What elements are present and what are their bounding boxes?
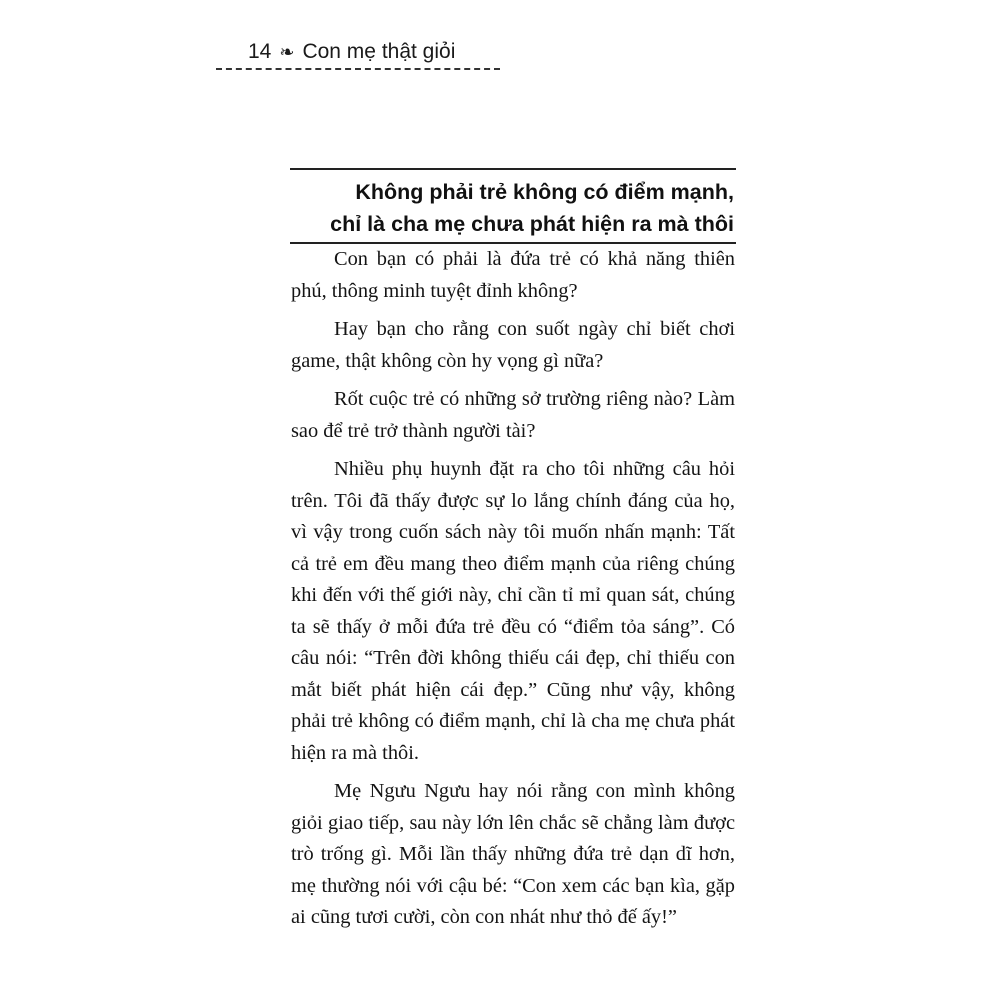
page-number: 14	[248, 40, 272, 63]
book-title: Con mẹ thật giỏi	[302, 40, 456, 63]
section-heading	[290, 168, 736, 244]
body-text	[291, 244, 735, 941]
paragraph: Con bạn có phải là đứa trẻ có khả năng thiên phú, thông minh tuyệt đỉnh không?	[291, 248, 735, 302]
header-divider	[216, 68, 500, 70]
heading-line-1: Không phải trẻ không có điểm mạnh,	[355, 180, 734, 204]
paragraph: Hay bạn cho rằng con suốt ngày chỉ biết chơi game, thật không còn hy vọng gì nữa?	[291, 318, 735, 372]
paragraph: Rốt cuộc trẻ có những sở trường riêng nào? Làm sao để trẻ trở thành người tài?	[291, 388, 735, 442]
heading-line-2: chỉ là cha mẹ chưa phát hiện ra mà thôi	[330, 212, 734, 236]
running-header	[248, 40, 455, 64]
paragraph: Nhiều phụ huynh đặt ra cho tôi những câu hỏi trên. Tôi đã thấy được sự lo lắng chính đáng của họ, vì vậy trong cuốn sách này tôi muốn nhấn mạnh: Tất cả trẻ em đều mang theo điểm mạnh của riêng chúng khi đến với thế giới này, chỉ cần tỉ mỉ quan sát, chúng ta sẽ thấy ở mỗi đứa trẻ đều có “điểm tỏa sáng”. Có câu nói: “Trên đời không thiếu cái đẹp, chỉ thiếu con mắt biết phát hiện cái đẹp.” Cũng như vậy, không phải trẻ không có điểm mạnh, chỉ là cha mẹ chưa phát hiện ra mà thôi.	[291, 458, 735, 764]
paragraph: Mẹ Ngưu Ngưu hay nói rằng con mình không giỏi giao tiếp, sau này lớn lên chắc sẽ chẳng làm được trò trống gì. Mỗi lần thấy những đứa trẻ dạn dĩ hơn, mẹ thường nói với cậu bé: “Con xem các bạn kìa, gặp ai cũng tươi cười, còn con nhát như thỏ đế ấy!”	[291, 780, 735, 928]
ornament-icon: ❧	[279, 41, 295, 62]
heading-top-rule	[290, 168, 736, 170]
